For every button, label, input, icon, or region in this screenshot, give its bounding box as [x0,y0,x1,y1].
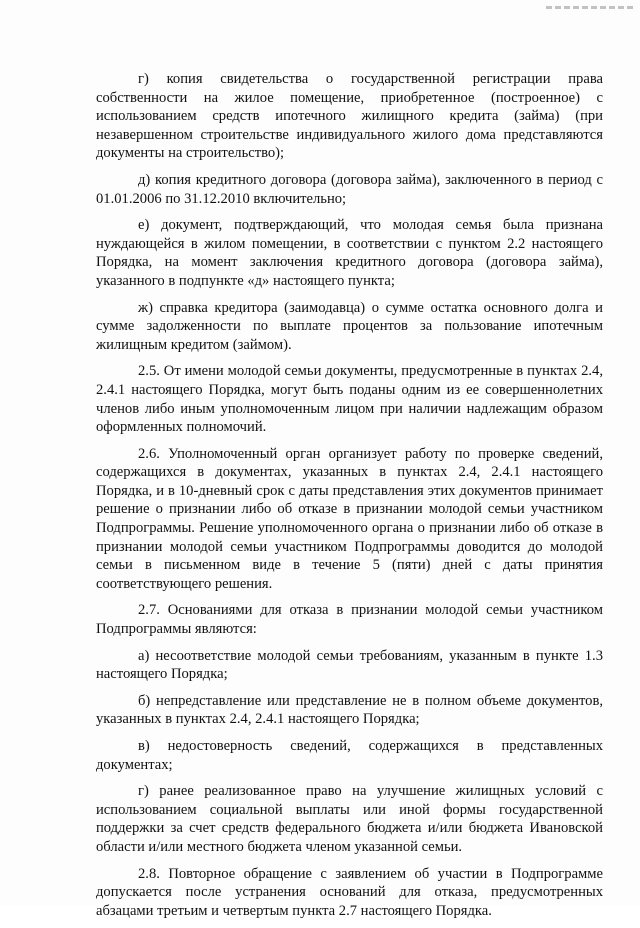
paragraph-2-7-b: б) непредставление или представление не в полном объеме документов, указанных в пунктах 2.4, 2.4.1 настоящего Порядка; [96,692,603,728]
paragraph-g-ownership-certificate: г) копия свидетельства о государственной регистрации права собственности на жилое помещение, приобретенное (построенное) с использованием средств ипотечного жилищного кредита (займа) (при незавершенном строительстве индивидуального жилого дома представляются документы на строительство); [96,71,603,162]
paragraph-2-6: 2.6. Уполномоченный орган организует работу по проверке сведений, содержащихся в документах, указанных в пунктах 2.4, 2.4.1 настоящего Порядка, и в 10-дневный срок с даты представления этих документов принимает решение о признании либо об отказе в признании молодой семьи участником Подпрограммы. Решение уполномоченного органа о признании либо об отказе в признании молодой семьи участником Подпрограммы доводится до молодой семьи в письменном виде в течение 5 (пяти) дней с даты принятия соответствующего решения. [96,445,603,592]
paragraph-2-8: 2.8. Повторное обращение с заявлением об участии в Подпрограмме допускается после устранения оснований для отказа, предусмотренных абзацами третьим и четвертым пункта 2.7 настоящего Порядка. [96,865,603,919]
paragraph-zh-creditor-statement: ж) справка кредитора (заимодавца) о сумме остатка основного долга и сумме задолженности по выплате процентов за пользование ипотечным жилищным кредитом (займом). [96,299,603,353]
paragraph-2-7-a: а) несоответствие молодой семьи требованиям, указанным в пункте 1.3 настоящего Порядка; [96,647,603,683]
paragraph-e-need-confirmation: е) документ, подтверждающий, что молодая семья была признана нуждающейся в жилом помещении, в соответствии с пунктом 2.2 настоящего Порядка, на момент заключения кредитного договора (договора займа), указанного в подпункте «д» настоящего пункта; [96,217,603,289]
paragraph-2-5: 2.5. От имени молодой семьи документы, предусмотренные в пунктах 2.4, 2.4.1 настоящего Порядка, могут быть поданы одним из ее совершеннолетних членов либо иным уполномоченным лицом при наличии надлежащим образом оформленных полномочий. [96,363,603,436]
paragraph-d-credit-agreement: д) копия кредитного договора (договора займа), заключенного в период с 01.01.2006 по 31.12.2010 включительно; [96,171,603,207]
paragraph-2-7: 2.7. Основаниями для отказа в признании молодой семьи участником Подпрограммы являются: [96,602,603,638]
paragraph-2-7-g: г) ранее реализованное право на улучшение жилищных условий с использованием социальной выплаты или иной формы государственной поддержки за счет средств федерального бюджета и/или бюджета Ивановской области и/или местного бюджета членом указанной семьи. [96,783,603,855]
scan-artifact [546,6,636,9]
paragraph-2-7-v: в) недостоверность сведений, содержащихся в представленных документах; [96,738,603,773]
document-text [96,70,603,928]
